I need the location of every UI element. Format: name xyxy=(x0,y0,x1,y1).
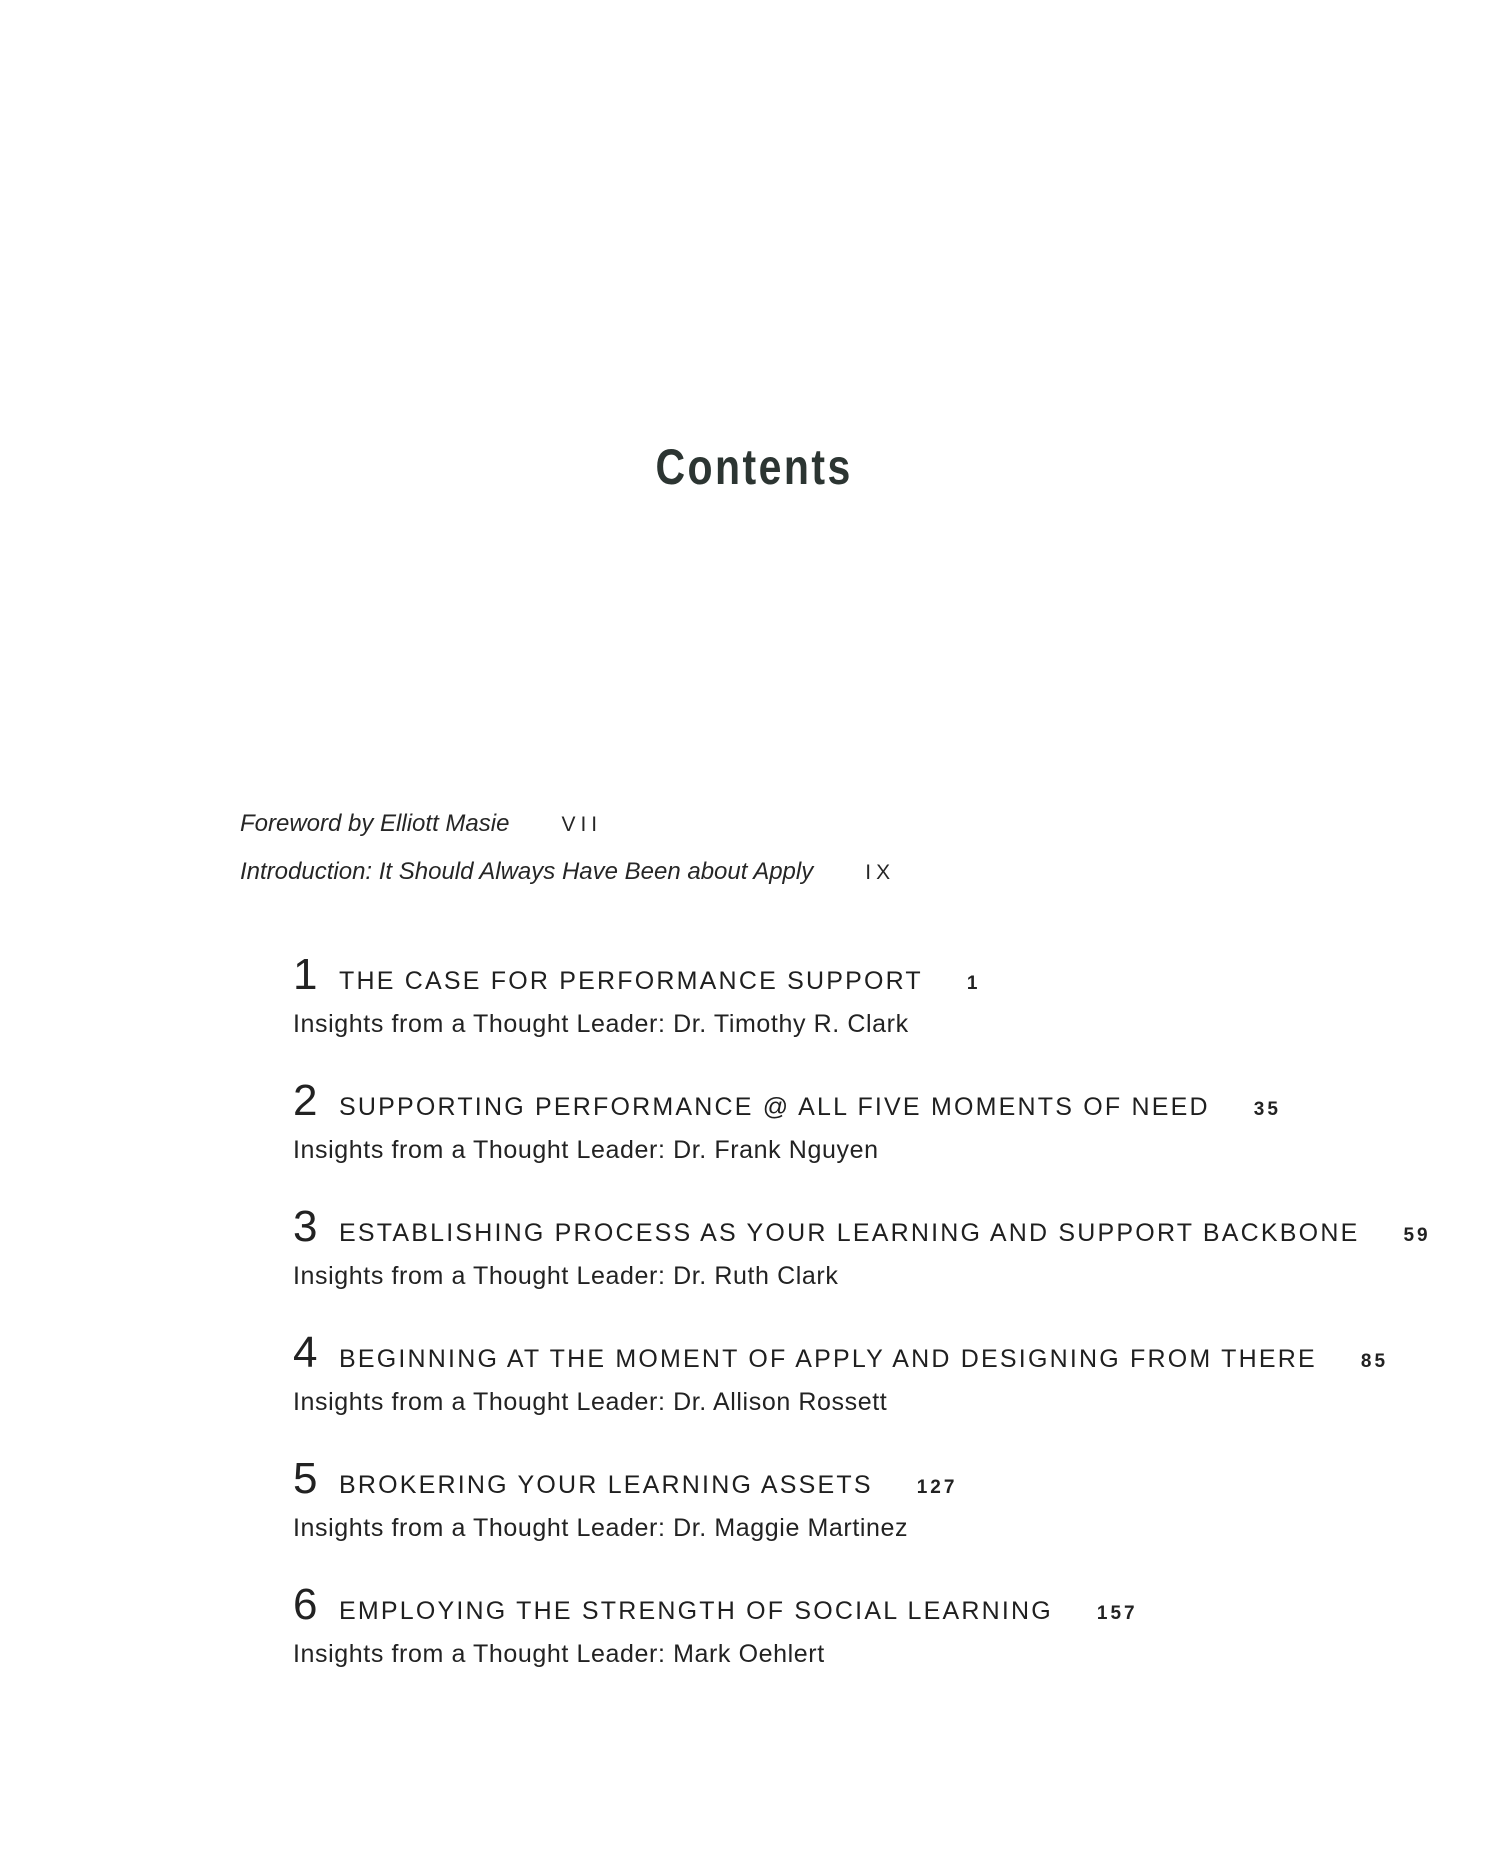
chapter-subtitle: Insights from a Thought Leader: Dr. Allison Rossett xyxy=(293,1388,888,1416)
chapter-title: BROKERING YOUR LEARNING ASSETS xyxy=(339,1471,873,1499)
chapter-number: 3 xyxy=(293,1202,318,1251)
chapter-number: 1 xyxy=(293,950,318,999)
chapter-subtitle: Insights from a Thought Leader: Dr. Timothy R. Clark xyxy=(293,1010,909,1038)
chapter-number: 2 xyxy=(293,1076,318,1125)
chapter-subtitle: Insights from a Thought Leader: Mark Oehlert xyxy=(293,1640,825,1668)
chapter-page: 127 xyxy=(916,1477,958,1498)
chapter-title: EMPLOYING THE STRENGTH OF SOCIAL LEARNING xyxy=(339,1597,1053,1625)
chapter-entry[interactable] xyxy=(293,1076,1431,1202)
chapter-subtitle: Insights from a Thought Leader: Dr. Frank Nguyen xyxy=(293,1136,879,1164)
chapter-page: 59 xyxy=(1403,1225,1431,1246)
chapter-entry[interactable] xyxy=(293,1202,1431,1328)
chapter-number: 6 xyxy=(293,1580,318,1629)
chapter-number: 5 xyxy=(293,1454,318,1503)
entry-title: Foreword by Elliott Masie xyxy=(240,810,510,837)
chapter-title: SUPPORTING PERFORMANCE @ ALL FIVE MOMENTS OF NEED xyxy=(339,1093,1210,1121)
chapter-page: 85 xyxy=(1360,1351,1389,1372)
chapter-entry[interactable] xyxy=(293,1454,1431,1580)
chapter-subtitle: Insights from a Thought Leader: Dr. Maggie Martinez xyxy=(293,1514,909,1542)
chapter-title: BEGINNING AT THE MOMENT OF APPLY AND DESIGNING FROM THERE xyxy=(339,1345,1317,1373)
chapter-entry[interactable] xyxy=(293,950,1431,1076)
chapter-title: THE CASE FOR PERFORMANCE SUPPORT xyxy=(339,967,923,995)
chapter-subtitle: Insights from a Thought Leader: Dr. Ruth Clark xyxy=(293,1262,839,1290)
entry-page: IX xyxy=(865,861,896,884)
chapter-entry[interactable] xyxy=(293,1580,1431,1706)
entry-page: VII xyxy=(561,813,603,836)
entry-title: Introduction: It Should Always Have Been about Apply xyxy=(240,858,814,885)
front-matter-entry[interactable] xyxy=(240,810,895,858)
chapter-page: 35 xyxy=(1253,1099,1281,1120)
chapter-number: 4 xyxy=(293,1328,318,1377)
chapter-page: 1 xyxy=(966,973,981,994)
front-matter-entry[interactable] xyxy=(240,858,895,906)
chapter-page: 157 xyxy=(1096,1603,1138,1624)
page-title: Contents xyxy=(655,439,853,495)
front-matter-list xyxy=(240,810,895,906)
chapter-list xyxy=(293,950,1431,1706)
chapter-entry[interactable] xyxy=(293,1328,1431,1454)
chapter-title: ESTABLISHING PROCESS AS YOUR LEARNING AND SUPPORT BACKBONE xyxy=(339,1219,1360,1247)
